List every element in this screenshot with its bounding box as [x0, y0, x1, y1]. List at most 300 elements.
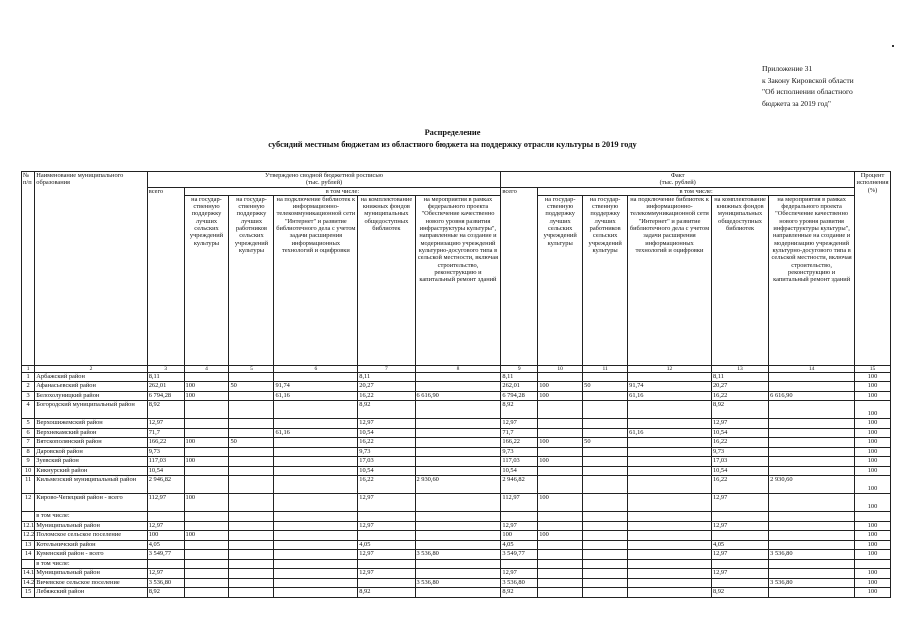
amount-cell [358, 512, 415, 522]
percent-cell: 100 [855, 578, 891, 588]
amount-cell [769, 401, 855, 419]
column-number: 9 [501, 365, 538, 372]
amount-cell [415, 494, 501, 512]
annex-line: бюджета за 2019 год" [762, 98, 832, 108]
approved-col-e: на мероприятия в рамках федерального проекта "Обеспечение качественно нового уровня развития инфраструктуры культуры", направленные на создание и модернизацию учреждений культурно-досугового типа в сельской местности, включая строительство, реконструкцию и капитальный ремонт зданий [415, 195, 501, 365]
amount-cell: 8,11 [711, 372, 768, 382]
percent-cell: 100 [855, 391, 891, 401]
annex-line: "Об исполнении областного [762, 87, 853, 96]
amount-cell [274, 419, 358, 429]
amount-cell [538, 372, 583, 382]
percent-unit: (%) [867, 186, 878, 194]
amount-cell [769, 588, 855, 598]
amount-cell [583, 466, 628, 476]
percent-cell [855, 512, 891, 522]
table-row [22, 447, 891, 457]
amount-cell [415, 419, 501, 429]
table-row [22, 372, 891, 382]
document-title [0, 127, 905, 151]
amount-cell: 117,03 [147, 457, 184, 467]
amount-cell [769, 428, 855, 438]
amount-cell [147, 559, 184, 569]
table-row [22, 569, 891, 579]
amount-cell [769, 447, 855, 457]
amount-cell [711, 531, 768, 541]
amount-cell [769, 569, 855, 579]
amount-cell [229, 569, 274, 579]
amount-cell [229, 512, 274, 522]
amount-cell [583, 512, 628, 522]
amount-cell [229, 521, 274, 531]
amount-cell [184, 540, 229, 550]
amount-cell: 3 536,80 [415, 578, 501, 588]
amount-cell [583, 569, 628, 579]
amount-cell [184, 476, 229, 494]
fact-col-d: на комплектование книжных фондов муниципальных общедоступных библиотек [711, 195, 768, 365]
amount-cell [769, 382, 855, 392]
amount-cell [583, 372, 628, 382]
amount-cell [583, 419, 628, 429]
amount-cell: 16,22 [358, 476, 415, 494]
amount-cell [229, 391, 274, 401]
row-number: 11 [22, 476, 35, 494]
approved-total-header: всего [147, 187, 184, 365]
column-number: 13 [711, 365, 768, 372]
row-number: 14.2 [23, 578, 35, 586]
amount-cell: 3 536,80 [769, 550, 855, 560]
row-number: 12.1 [23, 521, 35, 529]
amount-cell [769, 466, 855, 476]
amount-cell [184, 550, 229, 560]
municipality-name: Даровской район [35, 447, 147, 457]
column-number: 4 [184, 365, 229, 372]
amount-cell: 117,03 [501, 457, 538, 467]
amount-cell: 3 536,80 [415, 550, 501, 560]
amount-cell [501, 512, 538, 522]
amount-cell [184, 588, 229, 598]
table-row [22, 391, 891, 401]
amount-cell: 12,97 [358, 569, 415, 579]
amount-cell [628, 588, 712, 598]
amount-cell: 9,73 [147, 447, 184, 457]
amount-cell [538, 569, 583, 579]
amount-cell: 4,05 [501, 540, 538, 550]
amount-cell [415, 521, 501, 531]
percent-cell: 100 [855, 447, 891, 457]
amount-cell: 61,16 [628, 428, 712, 438]
amount-cell [415, 438, 501, 448]
municipality-name: Верхошижемский район [35, 419, 147, 429]
amount-cell: 8,11 [358, 372, 415, 382]
municipality-name: Верхнекамский район [35, 428, 147, 438]
row-number: 10 [22, 466, 35, 476]
amount-cell: 12,97 [711, 419, 768, 429]
fact-unit: (тыс. рублей) [659, 179, 696, 187]
municipality-name: Поломское сельское поселение [35, 531, 147, 541]
amount-cell [769, 531, 855, 541]
amount-cell [274, 466, 358, 476]
amount-cell: 12,97 [711, 521, 768, 531]
row-number: 12 [22, 494, 35, 512]
amount-cell [415, 569, 501, 579]
amount-cell: 4,05 [147, 540, 184, 550]
amount-cell [184, 512, 229, 522]
amount-cell: 3 549,77 [501, 550, 538, 560]
amount-cell: 262,01 [147, 382, 184, 392]
amount-cell [274, 457, 358, 467]
amount-cell: 9,73 [501, 447, 538, 457]
amount-cell: 12,97 [501, 419, 538, 429]
amount-cell [583, 494, 628, 512]
amount-cell [229, 466, 274, 476]
amount-cell [628, 494, 712, 512]
amount-cell: 8,92 [501, 588, 538, 598]
amount-cell: 100 [538, 391, 583, 401]
amount-cell [583, 578, 628, 588]
amount-cell: 2 930,60 [415, 476, 501, 494]
amount-cell [415, 559, 501, 569]
row-number: 2 [22, 382, 35, 392]
percent-header [855, 172, 891, 366]
amount-cell [229, 372, 274, 382]
amount-cell [415, 466, 501, 476]
fact-total-header: всего [501, 187, 538, 365]
amount-cell: 100 [184, 531, 229, 541]
amount-cell [229, 447, 274, 457]
column-number: 2 [35, 365, 147, 372]
amount-cell: 16,22 [711, 438, 768, 448]
amount-cell: 100 [538, 531, 583, 541]
amount-cell [274, 578, 358, 588]
amount-cell [274, 494, 358, 512]
row-number [22, 559, 35, 569]
municipality-name: Куменский район - всего [35, 550, 147, 560]
amount-cell [415, 382, 501, 392]
municipality-name: Кильмезский муниципальный район [35, 476, 147, 494]
amount-cell: 100 [184, 457, 229, 467]
row-number: 13 [22, 540, 35, 550]
amount-cell [583, 401, 628, 419]
amount-cell [769, 512, 855, 522]
municipality-name: Лебяжский район [35, 588, 147, 598]
municipality-name: Белохолуницкий район [35, 391, 147, 401]
municipality-name: Кирово-Чепецкий район - всего [35, 494, 147, 512]
amount-cell: 8,92 [358, 588, 415, 598]
amount-cell [628, 372, 712, 382]
fact-including-header: в том числе: [538, 187, 855, 195]
table-row [22, 466, 891, 476]
amount-cell [538, 401, 583, 419]
amount-cell: 100 [184, 391, 229, 401]
amount-cell [501, 559, 538, 569]
amount-cell: 4,05 [358, 540, 415, 550]
amount-cell [538, 578, 583, 588]
table-row [22, 476, 891, 494]
amount-cell [184, 559, 229, 569]
column-number: 7 [358, 365, 415, 372]
amount-cell: 71,7 [147, 428, 184, 438]
amount-cell [628, 419, 712, 429]
municipality-name: Вичевское сельское поселение [35, 578, 147, 588]
percent-cell: 100 [855, 550, 891, 560]
column-number: 10 [538, 365, 583, 372]
table-row [22, 550, 891, 560]
amount-cell [184, 447, 229, 457]
amount-cell [184, 521, 229, 531]
amount-cell [628, 438, 712, 448]
amount-cell [184, 419, 229, 429]
amount-cell: 100 [501, 531, 538, 541]
amount-cell: 6 794,28 [147, 391, 184, 401]
amount-cell: 100 [538, 438, 583, 448]
amount-cell: 20,27 [358, 382, 415, 392]
percent-cell: 100 [855, 419, 891, 429]
row-number [22, 512, 35, 522]
amount-cell [229, 457, 274, 467]
table-row [22, 494, 891, 512]
amount-cell: 8,92 [501, 401, 538, 419]
amount-cell: 12,97 [358, 550, 415, 560]
amount-cell [583, 428, 628, 438]
amount-cell [415, 447, 501, 457]
column-number: 14 [769, 365, 855, 372]
amount-cell [229, 588, 274, 598]
amount-cell [769, 372, 855, 382]
amount-cell [274, 559, 358, 569]
amount-cell: 10,54 [501, 466, 538, 476]
amount-cell [274, 476, 358, 494]
amount-cell [628, 476, 712, 494]
amount-cell [538, 588, 583, 598]
amount-cell: 50 [229, 382, 274, 392]
amount-cell: 12,97 [501, 521, 538, 531]
amount-cell [628, 550, 712, 560]
amount-cell: 12,97 [358, 494, 415, 512]
amount-cell [711, 578, 768, 588]
amount-cell [628, 540, 712, 550]
amount-cell: 20,27 [711, 382, 768, 392]
amount-cell [769, 494, 855, 512]
amount-cell: 8,92 [147, 401, 184, 419]
amount-cell [628, 521, 712, 531]
amount-cell: 6 616,90 [415, 391, 501, 401]
amount-cell [358, 559, 415, 569]
amount-cell: 3 549,77 [147, 550, 184, 560]
name-header: Наименование муниципального образования [35, 172, 147, 366]
amount-cell [538, 512, 583, 522]
row-number: 12.2 [23, 531, 35, 539]
percent-cell [855, 559, 891, 569]
municipality-name: Кикнурский район [35, 466, 147, 476]
row-number: 7 [22, 438, 35, 448]
amount-cell: 12,97 [147, 569, 184, 579]
municipality-name: в том числе: [35, 559, 147, 569]
amount-cell: 50 [583, 438, 628, 448]
amount-cell [184, 569, 229, 579]
column-number-row [22, 365, 891, 372]
fact-title: Факт [670, 172, 685, 179]
municipality-name: Зуевский район [35, 457, 147, 467]
amount-cell [229, 550, 274, 560]
table-row [22, 438, 891, 448]
table-row [22, 382, 891, 392]
amount-cell [583, 550, 628, 560]
amount-cell [538, 559, 583, 569]
amount-cell [415, 428, 501, 438]
amount-cell [274, 540, 358, 550]
table-row [22, 521, 891, 531]
amount-cell [415, 372, 501, 382]
amount-cell: 8,11 [147, 372, 184, 382]
amount-cell: 10,54 [711, 466, 768, 476]
row-number: 1 [22, 372, 35, 382]
amount-cell: 3 536,80 [501, 578, 538, 588]
amount-cell: 112,97 [501, 494, 538, 512]
num-header: № п/п [22, 172, 35, 366]
amount-cell: 12,97 [358, 419, 415, 429]
percent-cell: 100 [855, 382, 891, 392]
amount-cell: 71,7 [501, 428, 538, 438]
amount-cell [628, 559, 712, 569]
percent-cell: 100 [855, 476, 891, 494]
amount-cell [538, 419, 583, 429]
amount-cell: 61,16 [274, 428, 358, 438]
amount-cell [538, 550, 583, 560]
approved-title: Утверждено сводной бюджетной росписью [265, 172, 384, 179]
municipality-name: Богородский муниципальный район [35, 401, 147, 419]
table-row [22, 512, 891, 522]
amount-cell [769, 540, 855, 550]
amount-cell: 3 536,80 [147, 578, 184, 588]
amount-cell [583, 588, 628, 598]
approved-col-c: на подключение библиотек к информационно-телекоммуникационной сети "Интернет" и развитие библиотечного дела с учетом задачи расширения информационных технологий и оцифровки [274, 195, 358, 365]
subsidy-table [21, 171, 891, 598]
amount-cell [229, 476, 274, 494]
approved-col-a: на государ-ственную поддержку лучших сельских учреждений культуры [184, 195, 229, 365]
amount-cell [274, 531, 358, 541]
amount-cell [358, 578, 415, 588]
amount-cell: 61,16 [274, 391, 358, 401]
amount-cell [274, 512, 358, 522]
amount-cell [274, 447, 358, 457]
annex-line: Приложение 31 [762, 64, 813, 73]
amount-cell: 12,97 [711, 569, 768, 579]
percent-title: Процент исполнения [856, 172, 889, 187]
percent-cell: 100 [855, 428, 891, 438]
amount-cell: 16,22 [358, 438, 415, 448]
amount-cell: 100 [184, 382, 229, 392]
amount-cell [274, 372, 358, 382]
percent-cell: 100 [855, 494, 891, 512]
amount-cell: 8,92 [358, 401, 415, 419]
amount-cell: 16,22 [358, 391, 415, 401]
amount-cell [583, 559, 628, 569]
amount-cell [628, 569, 712, 579]
fact-col-e: на мероприятия в рамках федерального проекта "Обеспечение качественно нового уровня развития инфраструктуры культуры", направленные на создание и модернизацию учреждений культурно-досугового типа в сельской местности, включая строительство, реконструкцию и капитальный ремонт зданий [769, 195, 855, 365]
amount-cell [274, 401, 358, 419]
amount-cell [583, 447, 628, 457]
amount-cell: 100 [538, 494, 583, 512]
amount-cell [711, 559, 768, 569]
amount-cell [628, 578, 712, 588]
amount-cell [628, 457, 712, 467]
fact-col-b: на государ-ственную поддержку лучших работников сельских учреждений культуры [583, 195, 628, 365]
amount-cell [628, 447, 712, 457]
percent-cell: 100 [855, 401, 891, 419]
amount-cell: 262,01 [501, 382, 538, 392]
amount-cell: 10,54 [358, 466, 415, 476]
amount-cell: 100 [184, 438, 229, 448]
amount-cell [229, 428, 274, 438]
row-number: 3 [22, 391, 35, 401]
column-number: 11 [583, 365, 628, 372]
amount-cell [274, 569, 358, 579]
amount-cell: 12,97 [711, 550, 768, 560]
amount-cell: 12,97 [711, 494, 768, 512]
annex-header [762, 63, 902, 109]
amount-cell: 17,03 [711, 457, 768, 467]
amount-cell: 6 616,90 [769, 391, 855, 401]
amount-cell [415, 401, 501, 419]
amount-cell [415, 512, 501, 522]
column-number: 6 [274, 365, 358, 372]
approved-col-b: на государ-ственную поддержку лучших работников сельских учреждений культуры [229, 195, 274, 365]
amount-cell: 12,97 [147, 521, 184, 531]
amount-cell: 2 946,82 [501, 476, 538, 494]
amount-cell [415, 588, 501, 598]
amount-cell [583, 476, 628, 494]
amount-cell [147, 512, 184, 522]
amount-cell [415, 540, 501, 550]
amount-cell: 2 930,60 [769, 476, 855, 494]
percent-cell: 100 [855, 372, 891, 382]
amount-cell: 8,92 [711, 401, 768, 419]
amount-cell [274, 521, 358, 531]
approved-header [147, 172, 501, 188]
amount-cell [229, 494, 274, 512]
column-number: 1 [22, 365, 35, 372]
amount-cell: 3 536,80 [769, 578, 855, 588]
municipality-name: Вятскополянский район [35, 438, 147, 448]
fact-header [501, 172, 855, 188]
municipality-name: Афанасьевский район [35, 382, 147, 392]
amount-cell: 100 [184, 494, 229, 512]
amount-cell: 112,97 [147, 494, 184, 512]
municipality-name: Арбажский район [35, 372, 147, 382]
table-row [22, 401, 891, 419]
table-row [22, 559, 891, 569]
percent-cell: 100 [855, 531, 891, 541]
amount-cell: 8,11 [501, 372, 538, 382]
municipality-name: в том числе: [35, 512, 147, 522]
amount-cell: 50 [229, 438, 274, 448]
amount-cell [628, 466, 712, 476]
amount-cell [538, 521, 583, 531]
amount-cell [415, 457, 501, 467]
amount-cell [583, 540, 628, 550]
table-row [22, 588, 891, 598]
amount-cell: 100 [538, 457, 583, 467]
amount-cell [229, 559, 274, 569]
amount-cell [229, 419, 274, 429]
amount-cell [711, 512, 768, 522]
amount-cell [538, 428, 583, 438]
table-row [22, 540, 891, 550]
amount-cell: 10,54 [711, 428, 768, 438]
amount-cell: 16,22 [711, 476, 768, 494]
percent-cell: 100 [855, 521, 891, 531]
column-number: 3 [147, 365, 184, 372]
